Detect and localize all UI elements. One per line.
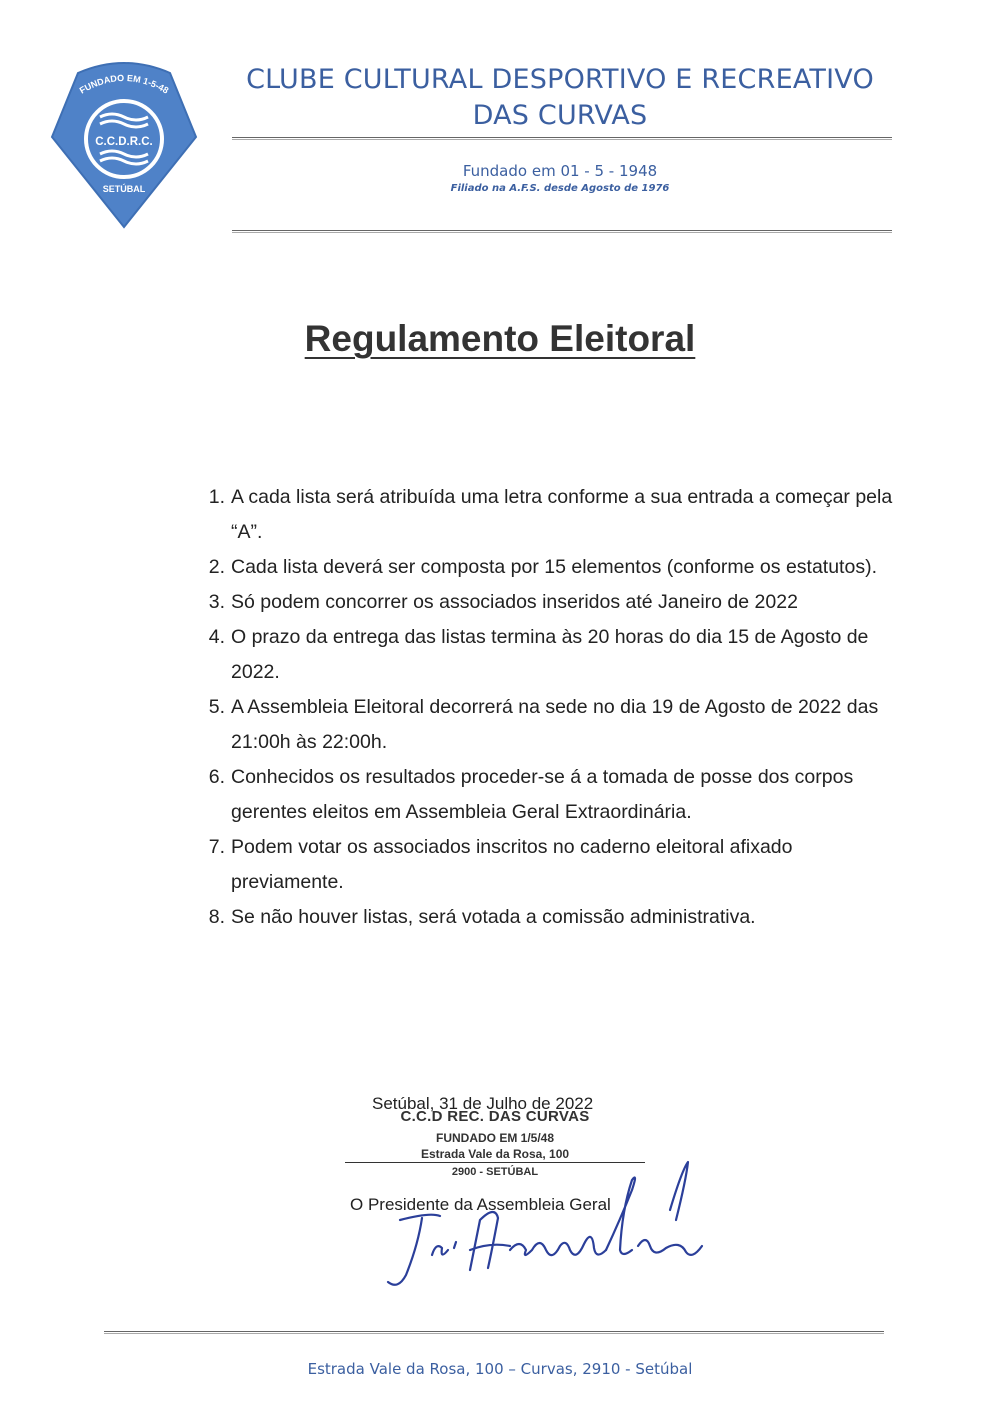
rule-text: Conhecidos os resultados proceder-se á a tomada de posse dos corpos gerentes eleitos em Assembleia Geral Extraordinária.	[231, 766, 854, 823]
club-name	[230, 62, 890, 134]
rule-text: Se não houver listas, será votada a comissão administrativa.	[231, 906, 756, 928]
rule-text: O prazo da entrega das listas termina às 20 horas do dia 15 de Agosto de 2022.	[231, 626, 869, 683]
footer-address: Estrada Vale da Rosa, 100 – Curvas, 2910 - Setúbal	[307, 1360, 693, 1378]
rule-item	[195, 830, 895, 900]
club-crest-logo	[48, 55, 200, 230]
rule-item	[195, 690, 895, 760]
header-divider-top	[232, 137, 892, 140]
rule-text: A Assembleia Eleitoral decorrerá na sede no dia 19 de Agosto de 2022 das 21:00h às 22:00h.	[231, 696, 879, 753]
rule-item	[195, 760, 895, 830]
rule-number: 5.	[208, 696, 225, 718]
header-divider-bottom	[232, 230, 892, 233]
rule-item	[195, 620, 895, 690]
svg-text:C.C.D.R.C.: C.C.D.R.C.	[95, 136, 153, 148]
rule-item	[195, 550, 895, 585]
stamp-club-name: C.C.D REC. DAS CURVAS	[400, 1108, 590, 1125]
rule-text: Podem votar os associados inscritos no caderno eleitoral afixado previamente.	[231, 836, 793, 893]
footer-divider	[104, 1331, 884, 1334]
place-and-date: Setúbal, 31 de Julho de 2022	[372, 1094, 594, 1113]
rule-number: 2.	[208, 556, 225, 578]
handwritten-signature	[370, 1150, 720, 1295]
rule-item	[195, 900, 895, 935]
stamp-address: Estrada Vale da Rosa, 100	[420, 1147, 570, 1161]
rule-text: A cada lista será atribuída uma letra conforme a sua entrada a começar pela “A”.	[231, 486, 893, 543]
rule-number: 7.	[208, 836, 225, 858]
rule-number: 6.	[208, 766, 225, 788]
rules-list	[195, 480, 895, 935]
rule-number: 8.	[208, 906, 225, 928]
club-name-line1: CLUBE CULTURAL DESPORTIVO E RECREATIVO	[246, 64, 874, 95]
affiliation-note: Filiado na A.F.S. desde Agosto de 1976	[450, 183, 670, 194]
rule-item	[195, 480, 895, 550]
rule-number: 4.	[208, 626, 225, 648]
svg-text:FUNDADO EM 1-5-48: FUNDADO EM 1-5-48	[77, 72, 171, 96]
stamp-founded: FUNDADO EM 1/5/48	[435, 1131, 555, 1145]
rule-number: 3.	[208, 591, 225, 613]
stamp-city: 2900 - SETÚBAL	[451, 1166, 539, 1178]
document-title: Regulamento Eleitoral	[304, 318, 696, 359]
svg-text:SETÚBAL: SETÚBAL	[102, 184, 146, 194]
rule-number: 1.	[208, 486, 225, 508]
club-name-line2: DAS CURVAS	[472, 100, 648, 131]
president-label: O Presidente da Assembleia Geral	[350, 1195, 611, 1214]
rule-text: Só podem concorrer os associados inseridos até Janeiro de 2022	[231, 591, 798, 613]
rule-text: Cada lista deverá ser composta por 15 elementos (conforme os estatutos).	[231, 556, 877, 578]
rule-item	[195, 585, 895, 620]
founded-date: Fundado em 01 - 5 - 1948	[462, 162, 658, 180]
